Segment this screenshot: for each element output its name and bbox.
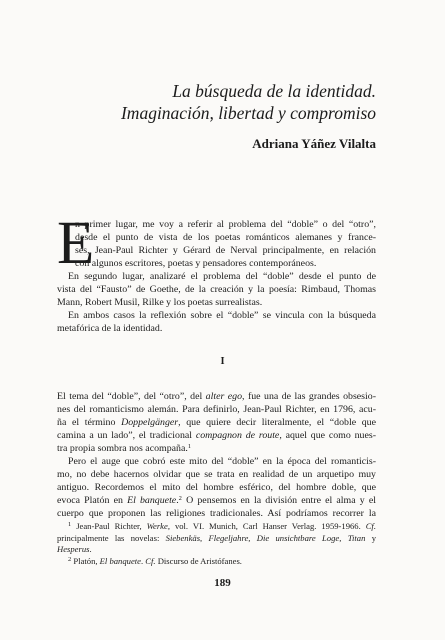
body-line: nes del romanticismo alemán. Para definirlo, Jean-Paul Richter, en 1796, acu- bbox=[57, 404, 376, 415]
body-line: El tema del “doble”, del “otro”, del alter ego, fue una de las grandes obsesio- bbox=[57, 391, 376, 402]
footnote-1-line-3: Hesperus. bbox=[57, 544, 92, 554]
footnote-1: $^1$ Jean-Paul Richter, Werke, vol. VI. Munich, Carl Hanser Verlag. 1959-1966. Cf. bbox=[68, 521, 376, 531]
author-name: Adriana Yáñez Vilalta bbox=[252, 136, 376, 151]
chapter-title-line-2: Imaginación, libertad y compromiso bbox=[120, 103, 376, 123]
footnote-1-line-2: principalmente las novelas: Siebenkäs, Flegeljahre, Die unsichtbare Loge, Titan y bbox=[57, 532, 376, 543]
body-line: Pero el auge que cobró este mito del “doble” en la época del romanticis- bbox=[68, 456, 376, 467]
footnotes bbox=[57, 521, 376, 567]
intro-line: En ambos casos la reflexión sobre el “doble” se vincula con la búsqueda bbox=[68, 310, 376, 321]
intro-line: metafórica de la identidad. bbox=[57, 323, 163, 334]
footnote-ref[interactable]: 1 bbox=[187, 443, 192, 450]
section-number: I bbox=[220, 356, 225, 367]
body-line: tra propia sombra nos acompaña.$^1$ bbox=[57, 443, 192, 454]
page-number: 189 bbox=[214, 577, 231, 589]
intro-line: con algunos escritores, poetas y pensadores contemporáneos. bbox=[75, 258, 317, 269]
intro-line: Mann, Robert Musil, Rilke y los poetas surrealistas. bbox=[57, 297, 263, 308]
intro-line: En segundo lugar, analizaré el problema del “doble” desde el punto de bbox=[68, 271, 376, 282]
body-paragraphs bbox=[57, 390, 376, 520]
body-line: antiguo. Recordemos el mito del hombre esférico, del hombre doble, que bbox=[57, 482, 376, 493]
footnote-ref[interactable]: 2 bbox=[178, 495, 182, 502]
intro-line: desde el punto de vista de los poetas románticos alemanes y france- bbox=[75, 232, 376, 243]
footnote-2: $^2$ Platón, El banquete. Cf. Discurso de Aristófanes. bbox=[68, 555, 242, 566]
body-line: ña el término Doppelgänger, que quiere decir literalmente, el “doble que bbox=[57, 417, 376, 428]
body-line: cuerpo que proponen las religiones tradicionales. Así podríamos recorrer la bbox=[57, 508, 376, 519]
body-line: mo, no debe hacernos olvidar que se trata en realidad de un arquetipo muy bbox=[57, 469, 376, 480]
chapter-title bbox=[121, 80, 376, 124]
intro-line: ses, Jean-Paul Richter y Gérard de Nerval principalmente, en relación bbox=[75, 245, 376, 256]
drop-cap: E bbox=[57, 210, 95, 277]
intro-line: n primer lugar, me voy a referir al problema del “doble” o del “otro”, bbox=[75, 219, 376, 230]
body-line: evoca Platón en El banquete.$^2$ O pensemos en la división entre el alma y el bbox=[57, 495, 376, 506]
intro-paragraphs bbox=[57, 210, 376, 335]
intro-line: vista del “Fausto” de Goethe, de la creación y la poesía: Rimbaud, Thomas bbox=[57, 284, 376, 295]
chapter-title-line-1: La búsqueda de la identidad. bbox=[172, 81, 376, 101]
body-line: camina a un lado”, el tradicional compagnon de route, aquel que como nues- bbox=[57, 430, 376, 441]
